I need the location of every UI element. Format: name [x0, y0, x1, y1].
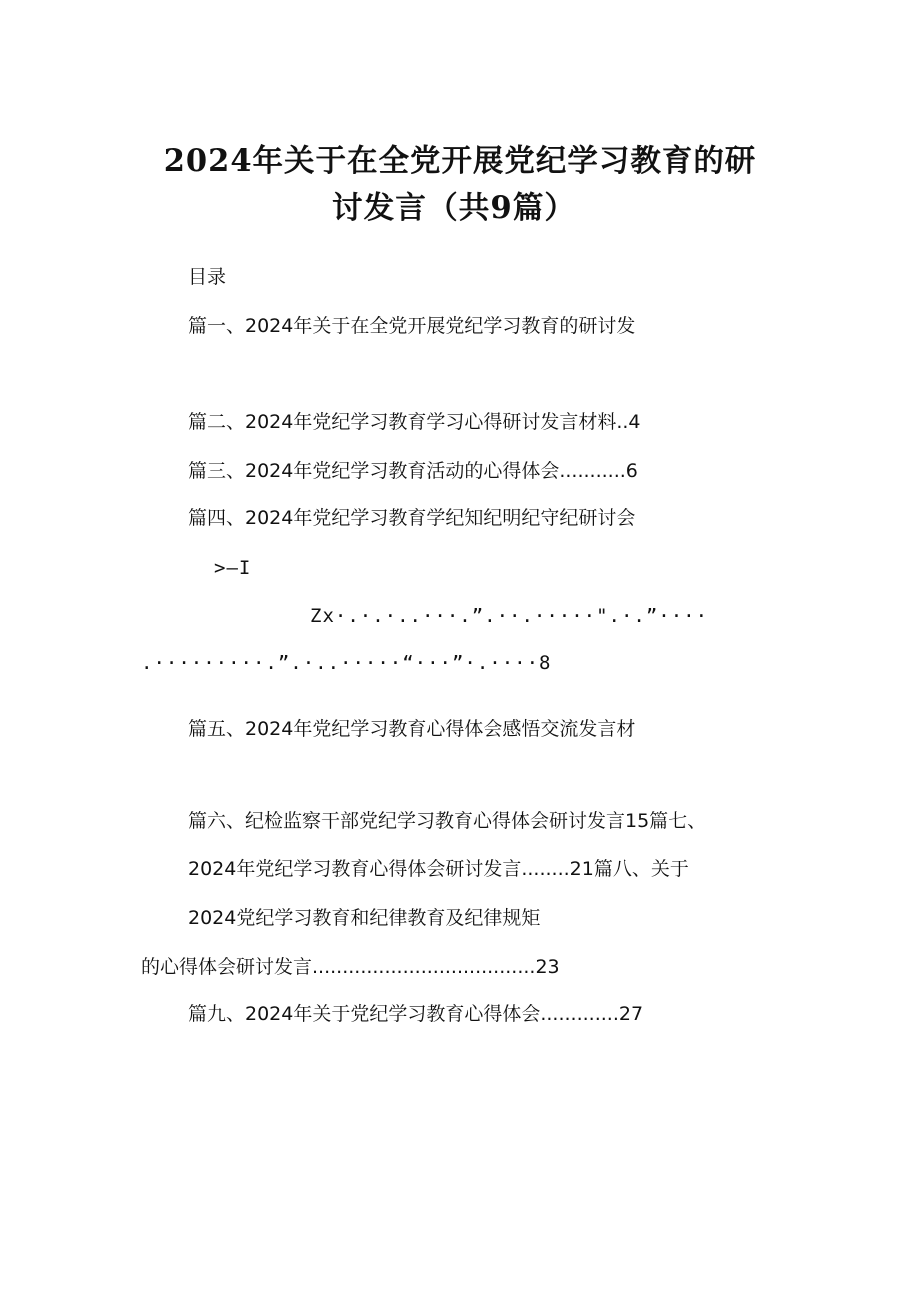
toc-entry-4-leader-2: .·········.”.·..·····“···”·.····8 [141, 652, 552, 674]
toc-heading: 目录 [188, 266, 227, 288]
toc-entry-8: 2024党纪学习教育和纪律教育及纪律规矩 [188, 907, 541, 929]
toc-entry-2: 篇二、2024年党纪学习教育学习心得研讨发言材料..4 [188, 411, 641, 433]
toc-entry-9: 篇九、2024年关于党纪学习教育心得体会.............27 [188, 1003, 644, 1025]
toc-entry-4: 篇四、2024年党纪学习教育学纪知纪明纪守纪研讨会 [188, 507, 636, 529]
document-title-line-2: 讨发言（共9篇） [331, 190, 577, 226]
toc-entry-3: 篇三、2024年党纪学习教育活动的心得体会...........6 [188, 460, 638, 482]
toc-entry-8-continuation: 的心得体会研讨发言.....................................23 [141, 956, 560, 978]
toc-entry-5: 篇五、2024年党纪学习教育心得体会感悟交流发言材 [188, 718, 636, 740]
toc-entry-7: 2024年党纪学习教育心得体会研讨发言........21篇八、关于 [188, 858, 689, 880]
toc-entry-4-leader-1: Zx·.·.·..···.”.··.·····".·.”···· [310, 605, 709, 627]
toc-entry-6: 篇六、纪检监察干部党纪学习教育心得体会研讨发言15篇七、 [188, 810, 707, 832]
toc-entry-1: 篇一、2024年关于在全党开展党纪学习教育的研讨发 [188, 315, 636, 337]
toc-entry-4-continuation: >—I [214, 557, 252, 579]
document-title-line-1: 2024年关于在全党开展党纪学习教育的研 [163, 143, 757, 179]
